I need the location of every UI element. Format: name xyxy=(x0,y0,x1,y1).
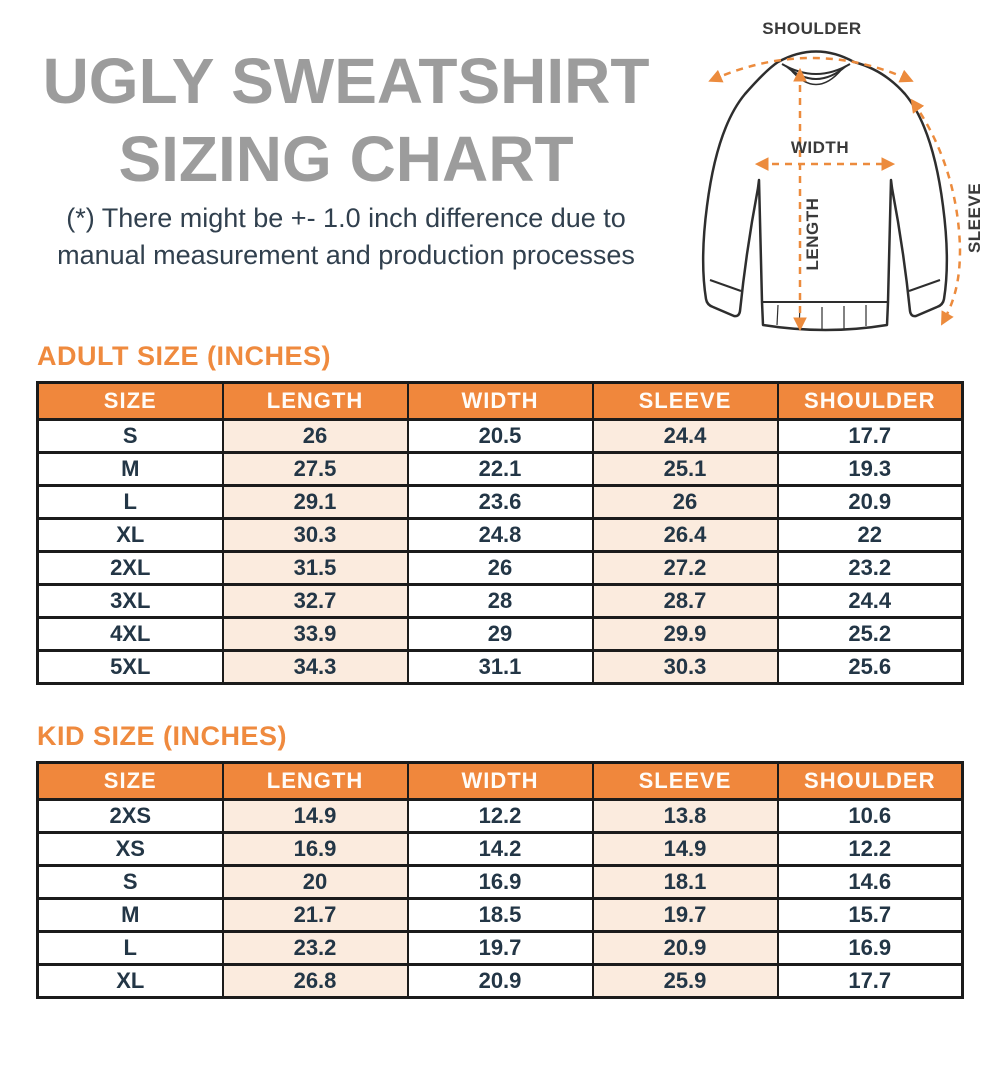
tolerance-note-line1: (*) There might be +- 1.0 inch difference due to xyxy=(66,203,626,233)
value-cell: 20 xyxy=(223,866,408,899)
value-cell: 14.6 xyxy=(778,866,963,899)
value-cell: 29.9 xyxy=(593,618,778,651)
table-row xyxy=(38,833,963,866)
value-cell: 30.3 xyxy=(593,651,778,684)
page-title-line2: SIZING CHART xyxy=(118,123,574,195)
table-row xyxy=(38,800,963,833)
value-cell: 14.2 xyxy=(408,833,593,866)
value-cell: 12.2 xyxy=(778,833,963,866)
value-cell: 13.8 xyxy=(593,800,778,833)
size-cell: XL xyxy=(38,519,223,552)
length-label: LENGTH xyxy=(803,197,822,271)
value-cell: 25.9 xyxy=(593,965,778,998)
value-cell: 25.1 xyxy=(593,453,778,486)
table-row xyxy=(38,618,963,651)
value-cell: 20.9 xyxy=(408,965,593,998)
header-row xyxy=(38,763,963,800)
kid-section-title: KID SIZE (INCHES) xyxy=(37,721,288,751)
value-cell: 22.1 xyxy=(408,453,593,486)
size-cell: S xyxy=(38,420,223,453)
value-cell: 20.5 xyxy=(408,420,593,453)
value-cell: 16.9 xyxy=(408,866,593,899)
value-cell: 16.9 xyxy=(223,833,408,866)
value-cell: 26 xyxy=(408,552,593,585)
size-cell: L xyxy=(38,486,223,519)
value-cell: 27.5 xyxy=(223,453,408,486)
column-header-size: SIZE xyxy=(38,763,223,800)
value-cell: 25.2 xyxy=(778,618,963,651)
value-cell: 20.9 xyxy=(593,932,778,965)
value-cell: 30.3 xyxy=(223,519,408,552)
table-row xyxy=(38,519,963,552)
size-cell: 2XL xyxy=(38,552,223,585)
header-row xyxy=(38,383,963,420)
value-cell: 23.6 xyxy=(408,486,593,519)
column-header-sleeve: SLEEVE xyxy=(593,383,778,420)
table-row xyxy=(38,585,963,618)
value-cell: 22 xyxy=(778,519,963,552)
size-cell: XL xyxy=(38,965,223,998)
value-cell: 31.5 xyxy=(223,552,408,585)
value-cell: 28.7 xyxy=(593,585,778,618)
value-cell: 26.8 xyxy=(223,965,408,998)
column-header-width: WIDTH xyxy=(408,763,593,800)
value-cell: 16.9 xyxy=(778,932,963,965)
value-cell: 31.1 xyxy=(408,651,593,684)
value-cell: 33.9 xyxy=(223,618,408,651)
tolerance-note-line2: manual measurement and production processes xyxy=(57,240,635,270)
value-cell: 15.7 xyxy=(778,899,963,932)
value-cell: 17.7 xyxy=(778,965,963,998)
value-cell: 18.5 xyxy=(408,899,593,932)
table-row xyxy=(38,651,963,684)
table-row xyxy=(38,486,963,519)
value-cell: 19.3 xyxy=(778,453,963,486)
page-title-line1: UGLY SWEATSHIRT xyxy=(42,45,650,117)
kid-size-table xyxy=(36,761,964,999)
value-cell: 14.9 xyxy=(223,800,408,833)
value-cell: 25.6 xyxy=(778,651,963,684)
value-cell: 27.2 xyxy=(593,552,778,585)
value-cell: 12.2 xyxy=(408,800,593,833)
table-row xyxy=(38,420,963,453)
value-cell: 26 xyxy=(593,486,778,519)
value-cell: 19.7 xyxy=(408,932,593,965)
table-row xyxy=(38,932,963,965)
adult-section-title: ADULT SIZE (INCHES) xyxy=(37,341,331,371)
shoulder-label: SHOULDER xyxy=(762,19,862,38)
page-title xyxy=(8,42,684,198)
size-cell: 2XS xyxy=(38,800,223,833)
value-cell: 14.9 xyxy=(593,833,778,866)
column-header-width: WIDTH xyxy=(408,383,593,420)
adult-size-table xyxy=(36,381,964,685)
column-header-length: LENGTH xyxy=(223,763,408,800)
size-cell: 3XL xyxy=(38,585,223,618)
value-cell: 24.4 xyxy=(593,420,778,453)
column-header-size: SIZE xyxy=(38,383,223,420)
table-row xyxy=(38,899,963,932)
table-row xyxy=(38,965,963,998)
size-cell: M xyxy=(38,453,223,486)
value-cell: 24.4 xyxy=(778,585,963,618)
width-label: WIDTH xyxy=(790,138,850,157)
size-cell: S xyxy=(38,866,223,899)
size-cell: L xyxy=(38,932,223,965)
value-cell: 19.7 xyxy=(593,899,778,932)
value-cell: 26.4 xyxy=(593,519,778,552)
tolerance-note xyxy=(8,200,684,274)
value-cell: 10.6 xyxy=(778,800,963,833)
value-cell: 29 xyxy=(408,618,593,651)
value-cell: 20.9 xyxy=(778,486,963,519)
value-cell: 34.3 xyxy=(223,651,408,684)
size-cell: M xyxy=(38,899,223,932)
table-row xyxy=(38,866,963,899)
column-header-shoulder: SHOULDER xyxy=(778,763,963,800)
sweatshirt-illustration xyxy=(660,12,1000,350)
value-cell: 21.7 xyxy=(223,899,408,932)
sweatshirt-body xyxy=(703,52,947,331)
value-cell: 18.1 xyxy=(593,866,778,899)
sleeve-label: SLEEVE xyxy=(965,182,984,254)
table-row xyxy=(38,552,963,585)
column-header-length: LENGTH xyxy=(223,383,408,420)
value-cell: 17.7 xyxy=(778,420,963,453)
size-cell: 4XL xyxy=(38,618,223,651)
column-header-sleeve: SLEEVE xyxy=(593,763,778,800)
value-cell: 26 xyxy=(223,420,408,453)
size-cell: 5XL xyxy=(38,651,223,684)
value-cell: 24.8 xyxy=(408,519,593,552)
size-cell: XS xyxy=(38,833,223,866)
value-cell: 32.7 xyxy=(223,585,408,618)
table-row xyxy=(38,453,963,486)
value-cell: 23.2 xyxy=(778,552,963,585)
value-cell: 29.1 xyxy=(223,486,408,519)
value-cell: 28 xyxy=(408,585,593,618)
value-cell: 23.2 xyxy=(223,932,408,965)
column-header-shoulder: SHOULDER xyxy=(778,383,963,420)
